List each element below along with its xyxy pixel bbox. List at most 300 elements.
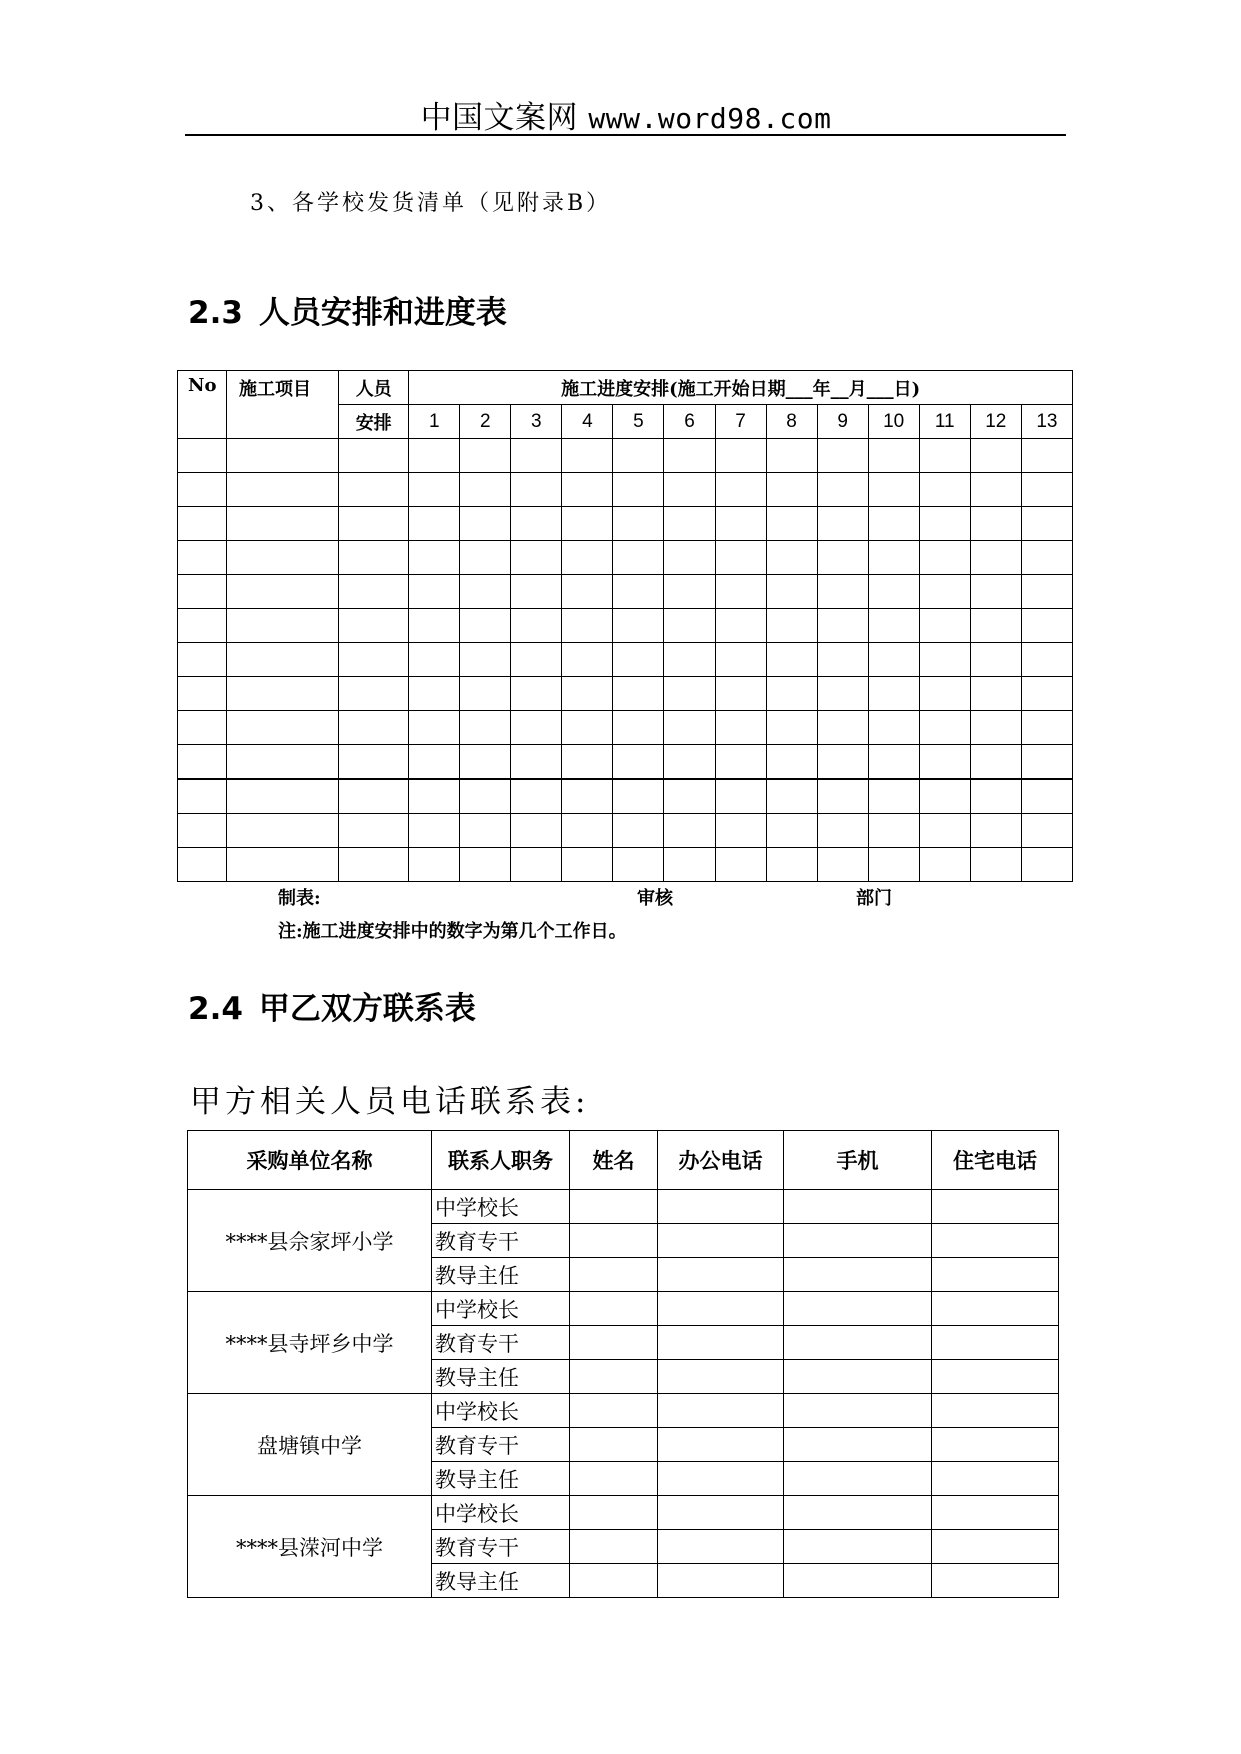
schedule-cell [715,507,766,541]
schedule-cell [460,609,511,643]
contact-cell [784,1360,932,1394]
contact-cell [658,1564,784,1598]
schedule-cell [664,848,715,882]
contact-cell [932,1462,1059,1496]
schedule-cell [460,814,511,848]
schedule-row [178,541,1073,575]
contact-cell [932,1564,1059,1598]
schedule-cell [562,745,613,780]
contact-role: 教导主任 [432,1564,570,1598]
schedule-cell [817,643,868,677]
schedule-cell [766,848,817,882]
schedule-cell [227,779,339,814]
section-heading-2-3 [188,287,507,332]
schedule-cell [613,439,664,473]
contact-role: 教育专干 [432,1326,570,1360]
schedule-cell [766,745,817,780]
contact-cell [570,1530,658,1564]
section-heading-2-4 [188,983,476,1028]
contact-cell [784,1564,932,1598]
schedule-row [178,507,1073,541]
contact-cell [658,1360,784,1394]
schedule-cell [409,711,460,745]
schedule-cell [1021,473,1072,507]
schedule-cell [613,643,664,677]
schedule-row [178,779,1073,814]
schedule-cell [919,439,970,473]
day-header: 8 [766,405,817,439]
schedule-cell [868,745,919,780]
section-title: 甲乙双方联系表 [258,991,476,1027]
schedule-cell [1021,439,1072,473]
schedule-cell [613,609,664,643]
schedule-cell [766,439,817,473]
contact-row [188,1292,1059,1326]
contact-cell [932,1428,1059,1462]
schedule-cell [970,643,1021,677]
schedule-cell [715,609,766,643]
schedule-cell [409,439,460,473]
schedule-cell [511,779,562,814]
day-header: 4 [562,405,613,439]
schedule-cell [562,507,613,541]
schedule-cell [339,711,409,745]
schedule-cell [1021,711,1072,745]
schedule-cell [715,439,766,473]
schedule-cell [339,507,409,541]
schedule-cell [178,541,227,575]
schedule-cell [562,439,613,473]
contact-table [187,1130,1059,1598]
schedule-cell [178,779,227,814]
schedule-cell [715,779,766,814]
schedule-cell [817,848,868,882]
schedule-cell [715,677,766,711]
contact-cell [932,1360,1059,1394]
schedule-cell [460,779,511,814]
contact-cell [658,1292,784,1326]
schedule-cell [664,609,715,643]
schedule-cell [919,541,970,575]
schedule-cell [178,711,227,745]
schedule-cell [511,711,562,745]
contact-role: 教导主任 [432,1360,570,1394]
schedule-cell [339,643,409,677]
schedule-cell [766,541,817,575]
schedule-cell [817,541,868,575]
review-label: 审核 [637,888,673,909]
contact-cell [932,1394,1059,1428]
schedule-cell [766,779,817,814]
schedule-cell [1021,745,1072,780]
schedule-cell [562,609,613,643]
schedule-cell [868,848,919,882]
contact-cell [570,1394,658,1428]
schedule-cell [178,473,227,507]
schedule-cell [715,711,766,745]
contact-role: 教育专干 [432,1530,570,1564]
schedule-cell [715,575,766,609]
schedule-cell [613,507,664,541]
contact-cell [658,1462,784,1496]
schedule-cell [409,643,460,677]
contact-cell [658,1326,784,1360]
schedule-cell [409,541,460,575]
schedule-cell [613,473,664,507]
schedule-cell [817,439,868,473]
header-staff-line2: 安排 [339,405,409,439]
schedule-cell [511,677,562,711]
schedule-cell [409,609,460,643]
schedule-cell [562,473,613,507]
schedule-row [178,677,1073,711]
contact-cell [932,1496,1059,1530]
dept-label: 部门 [856,888,892,909]
schedule-cell [178,745,227,780]
schedule-cell [409,677,460,711]
schedule-cell [1021,848,1072,882]
schedule-cell [664,473,715,507]
schedule-cell [715,745,766,780]
site-header [186,92,1066,137]
header-no: No [178,371,227,439]
contact-role: 中学校长 [432,1394,570,1428]
schedule-cell [511,575,562,609]
contact-cell [570,1190,658,1224]
schedule-cell [460,711,511,745]
schedule-cell [1021,814,1072,848]
contact-header: 姓名 [570,1131,658,1190]
schedule-cell [664,575,715,609]
contact-header: 手机 [784,1131,932,1190]
section-title: 人员安排和进度表 [258,295,507,331]
schedule-cell [562,541,613,575]
schedule-cell [178,439,227,473]
contact-cell [570,1462,658,1496]
schedule-cell [817,779,868,814]
schedule-cell [613,848,664,882]
schedule-cell [868,711,919,745]
schedule-cell [613,541,664,575]
schedule-cell [339,677,409,711]
schedule-note: 注:施工进度安排中的数字为第几个工作日。 [278,921,627,942]
schedule-row [178,575,1073,609]
schedule-cell [227,439,339,473]
schedule-cell [409,507,460,541]
schedule-cell [868,507,919,541]
schedule-cell [511,507,562,541]
contact-header: 采购单位名称 [188,1131,432,1190]
day-header: 2 [460,405,511,439]
schedule-cell [1021,541,1072,575]
schedule-cell [817,575,868,609]
contact-cell [932,1190,1059,1224]
contact-cell [784,1190,932,1224]
schedule-cell [664,541,715,575]
schedule-cell [227,507,339,541]
schedule-cell [766,473,817,507]
schedule-cell [766,575,817,609]
schedule-cell [766,711,817,745]
schedule-cell [227,814,339,848]
site-url: www.word98.com [588,102,832,135]
contact-cell [784,1462,932,1496]
contact-caption: 甲方相关人员电话联系表: [190,1084,590,1120]
schedule-cell [1021,609,1072,643]
schedule-cell [339,609,409,643]
schedule-cell [919,507,970,541]
schedule-cell [227,677,339,711]
day-header: 10 [868,405,919,439]
unit-name: 盘塘镇中学 [188,1394,432,1496]
schedule-cell [715,473,766,507]
schedule-cell [715,541,766,575]
schedule-cell [613,745,664,780]
schedule-cell [868,643,919,677]
list-item-delivery: 3、各学校发货清单（见附录B） [250,191,612,216]
contact-row [188,1394,1059,1428]
contact-cell [932,1530,1059,1564]
schedule-cell [766,814,817,848]
schedule-cell [970,507,1021,541]
contact-cell [784,1224,932,1258]
contact-cell [658,1224,784,1258]
schedule-cell [227,711,339,745]
schedule-cell [227,575,339,609]
schedule-cell [970,848,1021,882]
schedule-cell [409,473,460,507]
day-header: 11 [919,405,970,439]
schedule-cell [562,814,613,848]
schedule-cell [664,779,715,814]
contact-header: 办公电话 [658,1131,784,1190]
schedule-cell [664,711,715,745]
schedule-cell [511,643,562,677]
section-number: 2.4 [188,991,243,1027]
schedule-cell [868,473,919,507]
schedule-cell [715,643,766,677]
schedule-cell [715,814,766,848]
schedule-cell [919,814,970,848]
day-header: 1 [409,405,460,439]
contact-row [188,1496,1059,1530]
schedule-cell [178,848,227,882]
schedule-cell [970,814,1021,848]
schedule-row [178,643,1073,677]
schedule-cell [339,814,409,848]
schedule-cell [868,439,919,473]
schedule-cell [511,439,562,473]
made-by-label: 制表: [278,888,321,909]
schedule-cell [613,711,664,745]
contact-cell [932,1224,1059,1258]
contact-cell [658,1258,784,1292]
contact-cell [658,1530,784,1564]
schedule-cell [919,473,970,507]
schedule-cell [511,848,562,882]
schedule-cell [562,848,613,882]
schedule-cell [868,541,919,575]
schedule-cell [868,609,919,643]
contact-role: 中学校长 [432,1292,570,1326]
schedule-cell [339,473,409,507]
schedule-row [178,473,1073,507]
schedule-row [178,439,1073,473]
contact-role: 教导主任 [432,1462,570,1496]
header-construction-item: 施工项目 [227,371,339,439]
schedule-cell [970,609,1021,643]
schedule-cell [1021,643,1072,677]
schedule-cell [562,779,613,814]
schedule-cell [970,745,1021,780]
schedule-cell [460,439,511,473]
schedule-row [178,711,1073,745]
contact-cell [570,1224,658,1258]
schedule-cell [409,745,460,780]
schedule-cell [178,677,227,711]
day-header: 12 [970,405,1021,439]
schedule-cell [613,814,664,848]
contact-cell [570,1496,658,1530]
contact-cell [570,1292,658,1326]
section-number: 2.3 [188,295,243,331]
schedule-cell [919,643,970,677]
contact-role: 中学校长 [432,1190,570,1224]
day-header: 13 [1021,405,1072,439]
contact-cell [570,1258,658,1292]
schedule-cell [511,609,562,643]
schedule-cell [613,677,664,711]
contact-cell [658,1190,784,1224]
contact-cell [784,1530,932,1564]
schedule-cell [409,779,460,814]
schedule-cell [766,609,817,643]
schedule-cell [817,814,868,848]
contact-role: 中学校长 [432,1496,570,1530]
schedule-cell [511,473,562,507]
schedule-cell [339,541,409,575]
contact-cell [784,1428,932,1462]
schedule-cell [339,779,409,814]
schedule-cell [664,643,715,677]
schedule-cell [227,745,339,780]
schedule-cell [460,507,511,541]
schedule-cell [178,575,227,609]
schedule-cell [562,677,613,711]
schedule-cell [970,541,1021,575]
schedule-cell [970,473,1021,507]
day-header: 3 [511,405,562,439]
schedule-cell [339,575,409,609]
contact-header: 住宅电话 [932,1131,1059,1190]
schedule-cell [227,848,339,882]
schedule-cell [817,677,868,711]
schedule-cell [868,814,919,848]
schedule-row [178,848,1073,882]
contact-cell [570,1564,658,1598]
schedule-cell [339,848,409,882]
schedule-cell [970,677,1021,711]
schedule-cell [919,677,970,711]
schedule-cell [868,575,919,609]
schedule-cell [817,745,868,780]
schedule-cell [460,473,511,507]
contact-role: 教育专干 [432,1224,570,1258]
schedule-cell [613,575,664,609]
schedule-cell [460,575,511,609]
schedule-cell [970,575,1021,609]
unit-name: ****县溁河中学 [188,1496,432,1598]
day-header: 7 [715,405,766,439]
contact-header: 联系人职务 [432,1131,570,1190]
schedule-cell [1021,677,1072,711]
contact-cell [570,1326,658,1360]
schedule-cell [613,779,664,814]
schedule-cell [460,745,511,780]
day-header: 5 [613,405,664,439]
schedule-cell [664,814,715,848]
header-divider [185,134,1066,136]
schedule-cell [511,814,562,848]
schedule-cell [919,609,970,643]
schedule-cell [817,507,868,541]
contact-cell [784,1258,932,1292]
schedule-cell [227,541,339,575]
schedule-cell [919,575,970,609]
schedule-cell [817,609,868,643]
schedule-cell [562,575,613,609]
schedule-cell [178,507,227,541]
schedule-cell [664,439,715,473]
schedule-cell [511,541,562,575]
day-header: 9 [817,405,868,439]
contact-row [188,1190,1059,1224]
schedule-cell [339,745,409,780]
schedule-cell [664,507,715,541]
schedule-cell [664,677,715,711]
contact-cell [658,1428,784,1462]
contact-role: 教育专干 [432,1428,570,1462]
schedule-cell [339,439,409,473]
schedule-cell [919,745,970,780]
contact-cell [570,1360,658,1394]
schedule-cell [511,745,562,780]
contact-cell [932,1326,1059,1360]
contact-cell [932,1258,1059,1292]
schedule-cell [766,677,817,711]
schedule-cell [664,745,715,780]
schedule-cell [178,814,227,848]
schedule-cell [1021,507,1072,541]
schedule-cell [227,473,339,507]
schedule-cell [919,848,970,882]
schedule-cell [970,711,1021,745]
schedule-cell [460,848,511,882]
schedule-cell [868,779,919,814]
schedule-cell [460,541,511,575]
schedule-cell [868,677,919,711]
schedule-cell [227,609,339,643]
schedule-cell [1021,575,1072,609]
schedule-cell [817,473,868,507]
schedule-cell [409,575,460,609]
schedule-table [177,370,1073,882]
schedule-cell [460,643,511,677]
schedule-cell [178,609,227,643]
schedule-cell [409,814,460,848]
day-header: 6 [664,405,715,439]
site-name: 中国文案网 [420,100,579,136]
